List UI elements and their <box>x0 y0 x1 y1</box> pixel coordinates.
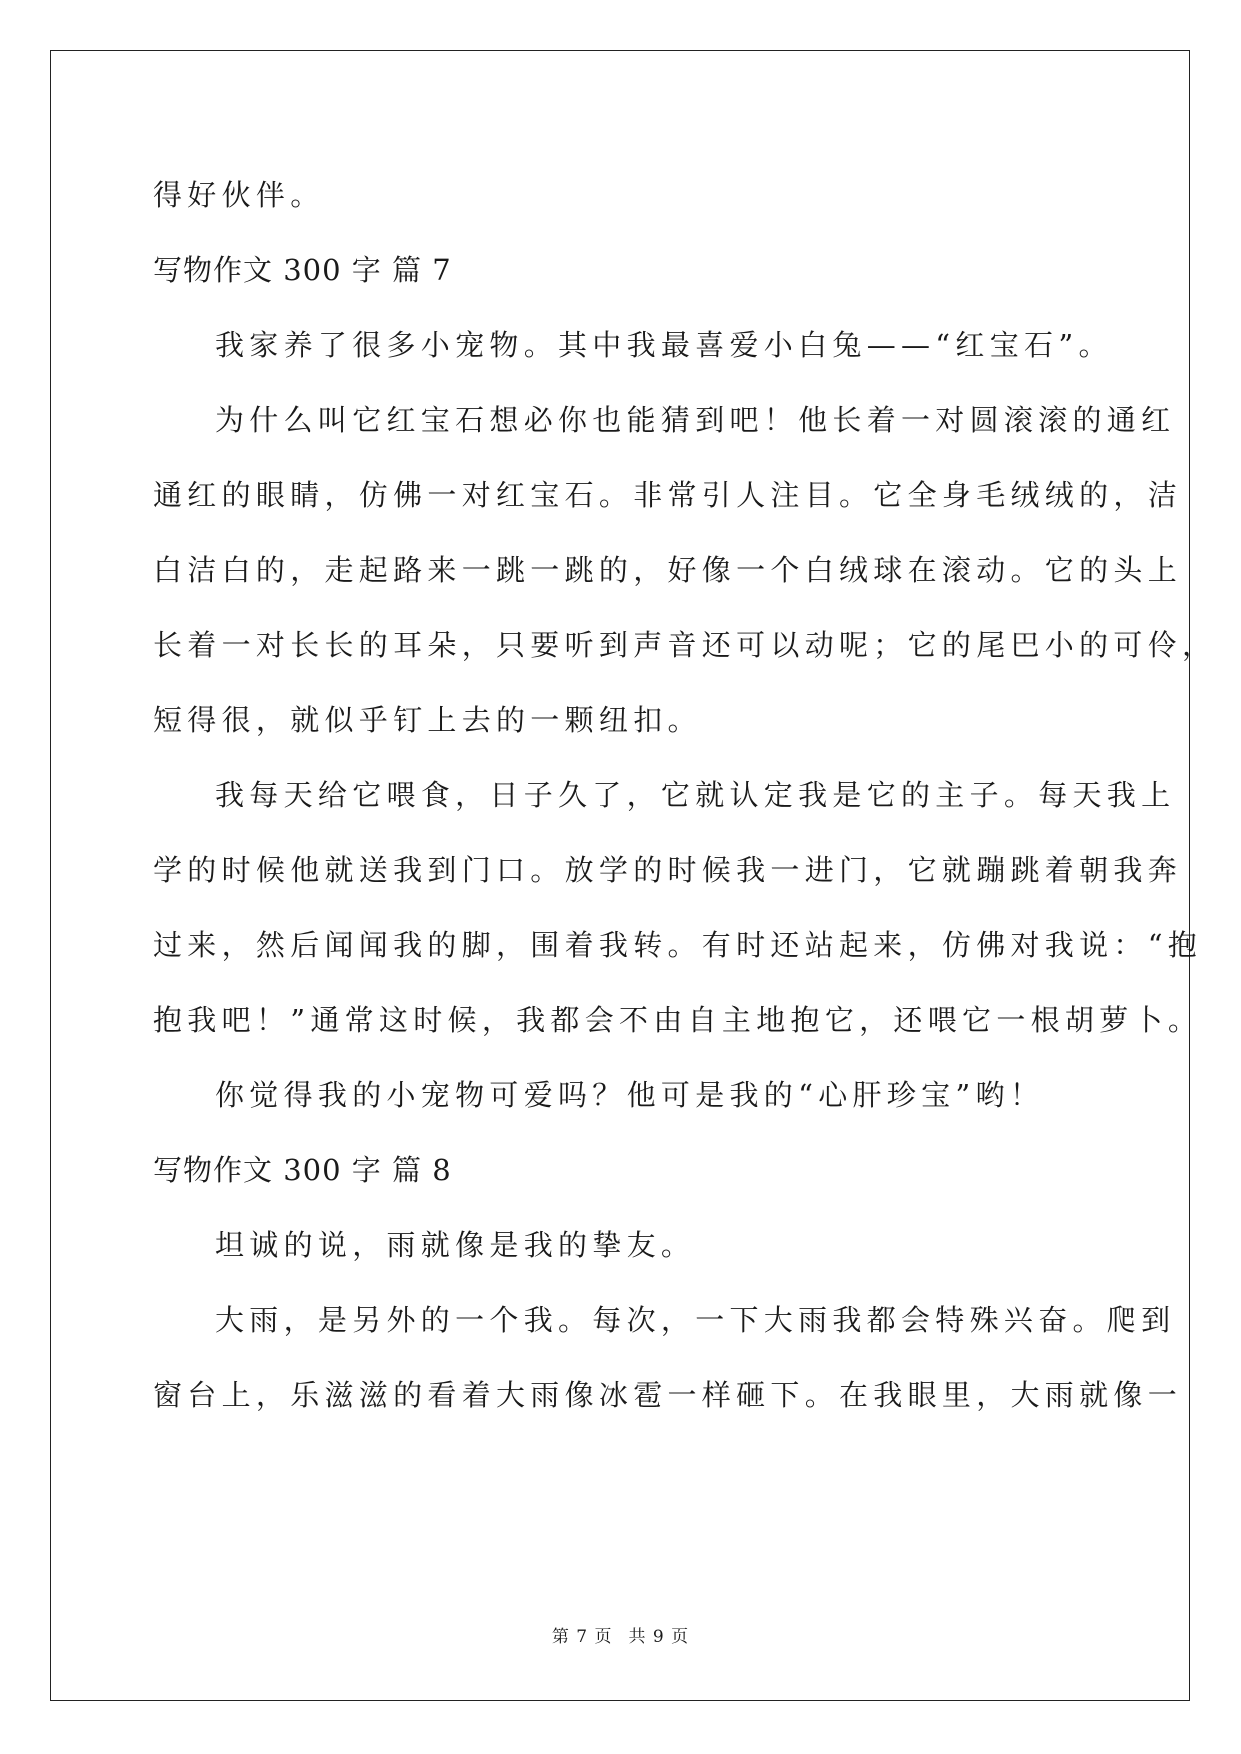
page-footer <box>0 1625 1241 1649</box>
paragraph-2-line: 短得很，就似乎钉上去的一颗纽扣。 <box>153 703 702 737</box>
paragraph-3-line: 抱我吧！”通常这时候，我都会不由自主地抱它，还喂它一根胡萝卜。 <box>153 1003 1203 1037</box>
paragraph-2-line: 长着一对长长的耳朵，只要听到声音还可以动呢；它的尾巴小的可伶， <box>153 628 1217 662</box>
page-number-current: 第 7 页 <box>551 1627 613 1647</box>
section-heading-7: 写物作文 300 字 篇 7 <box>153 253 452 287</box>
paragraph-3-line: 过来，然后闻闻我的脚，围着我转。有时还站起来，仿佛对我说：“抱 <box>153 928 1203 962</box>
paragraph-6-line: 大雨，是另外的一个我。每次，一下大雨我都会特殊兴奋。爬到 <box>215 1303 1176 1337</box>
paragraph-3-line: 学的时候他就送我到门口。放学的时候我一进门，它就蹦跳着朝我奔 <box>153 853 1183 887</box>
paragraph-2-line: 通红的眼睛，仿佛一对红宝石。非常引人注目。它全身毛绒绒的，洁 <box>153 478 1183 512</box>
page-number-total: 共 9 页 <box>628 1627 690 1647</box>
text-line-continuation: 得好伙伴。 <box>153 178 325 212</box>
paragraph-6-line: 窗台上，乐滋滋的看着大雨像冰雹一样砸下。在我眼里，大雨就像一 <box>153 1378 1183 1412</box>
paragraph-3-line: 我每天给它喂食，日子久了，它就认定我是它的主子。每天我上 <box>215 778 1176 812</box>
paragraph-2-line: 为什么叫它红宝石想必你也能猜到吧！他长着一对圆滚滚的通红 <box>215 403 1176 437</box>
paragraph-1-line: 我家养了很多小宠物。其中我最喜爱小白兔——“红宝石”。 <box>215 328 1113 362</box>
paragraph-2-line: 白洁白的，走起路来一跳一跳的，好像一个白绒球在滚动。它的头上 <box>153 553 1183 587</box>
paragraph-5-line: 坦诚的说，雨就像是我的挚友。 <box>215 1228 696 1262</box>
paragraph-4-line: 你觉得我的小宠物可爱吗？他可是我的“心肝珍宝”哟！ <box>215 1078 1045 1112</box>
section-heading-8: 写物作文 300 字 篇 8 <box>153 1153 452 1187</box>
